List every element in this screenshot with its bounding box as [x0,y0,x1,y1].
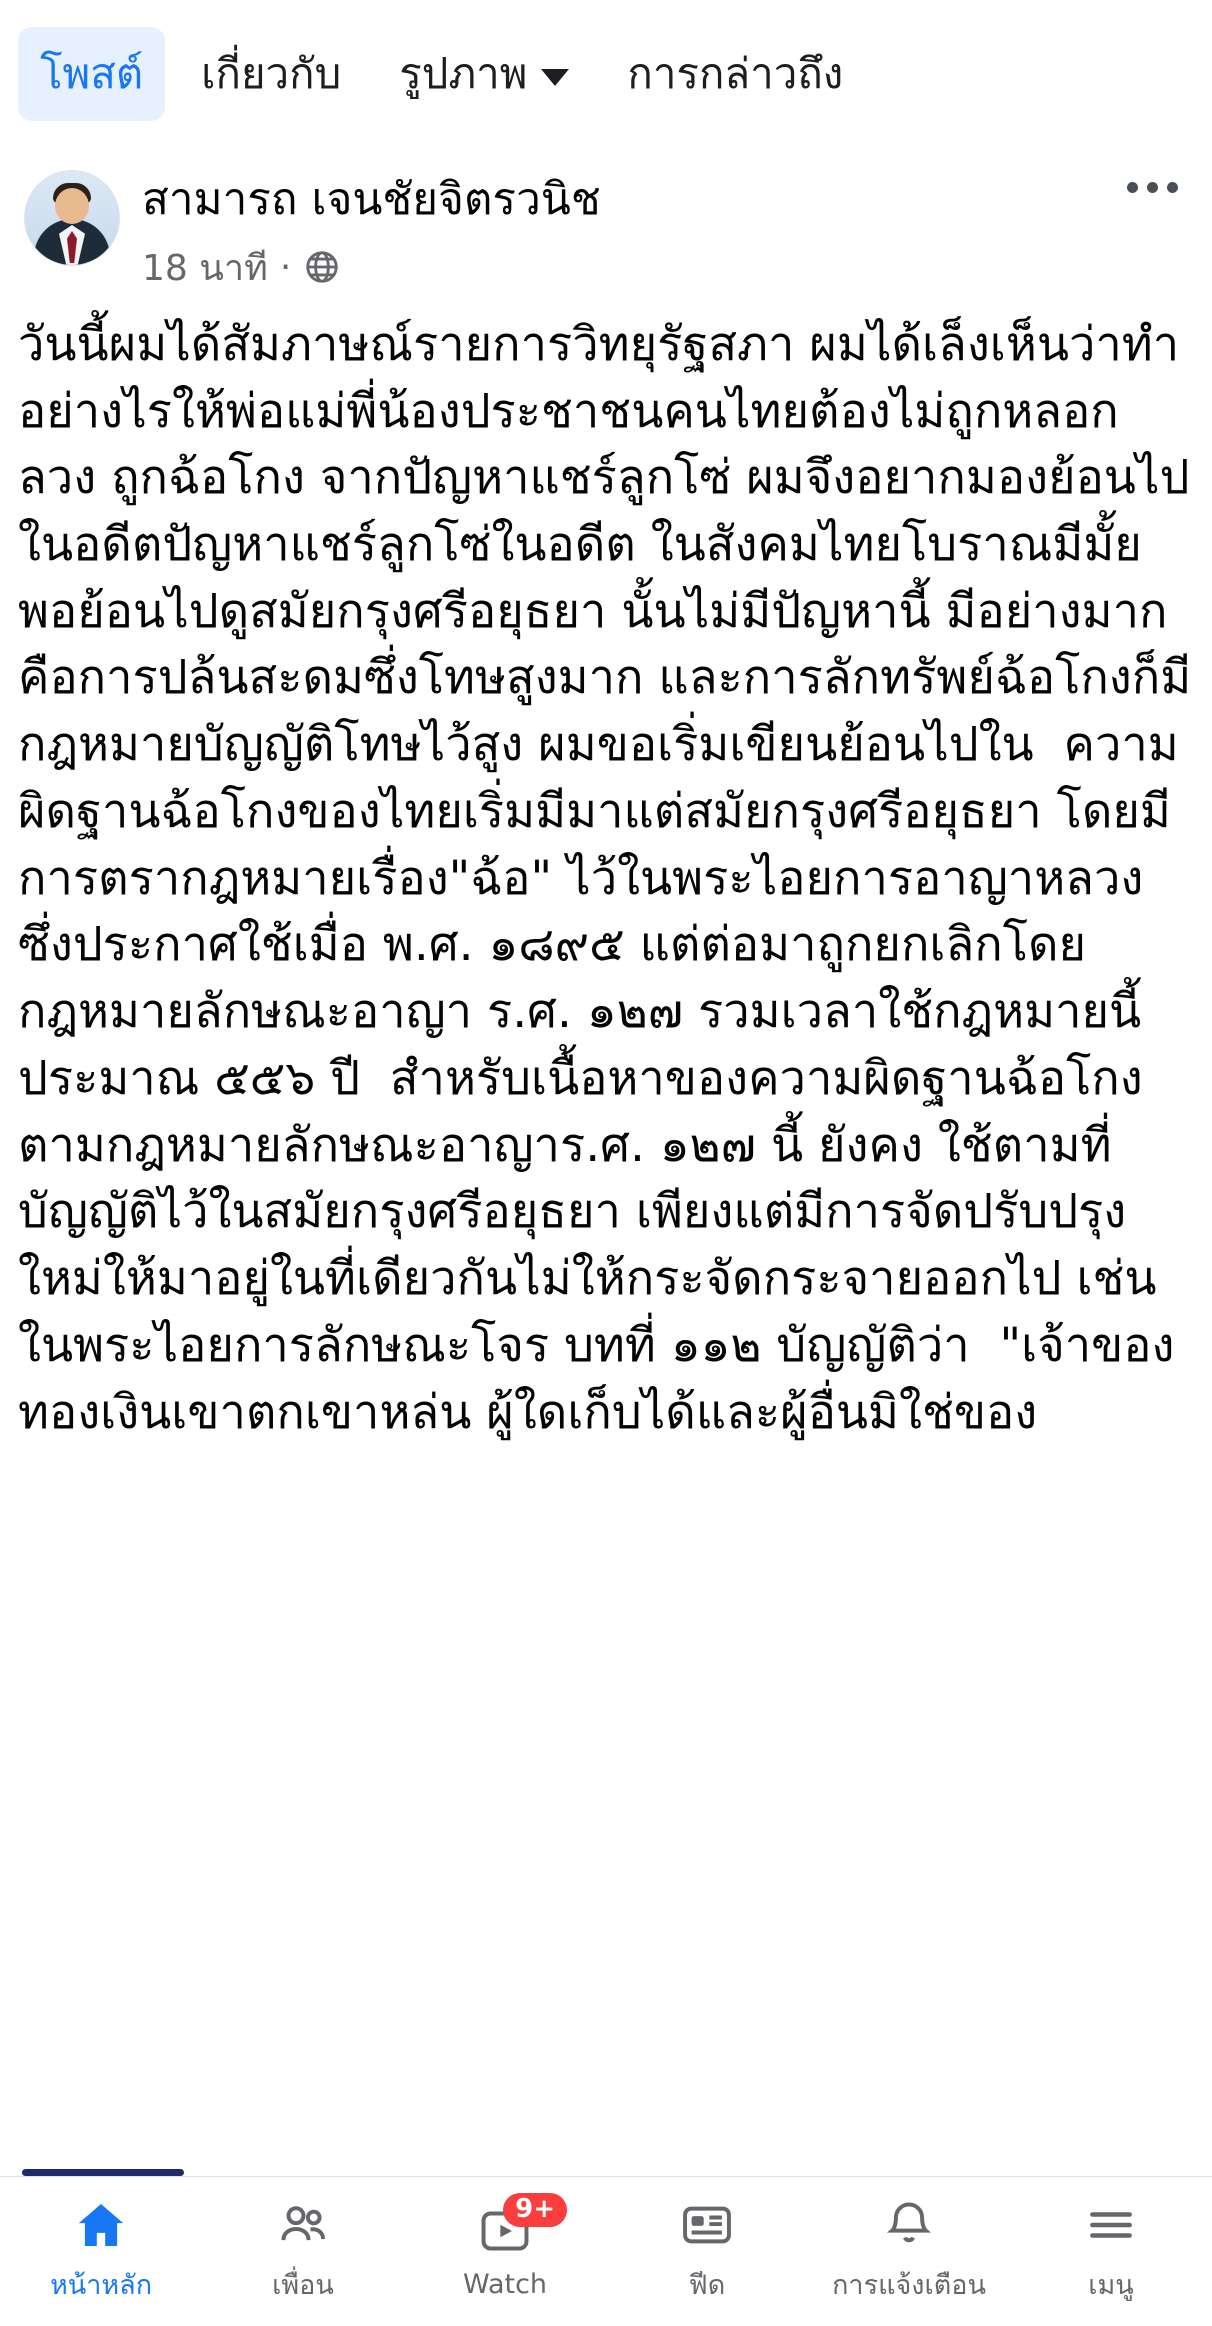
more-options-icon[interactable] [1127,182,1178,193]
tab-posts[interactable] [18,27,165,121]
bell-icon [881,2197,937,2253]
bottom-navigation [0,2176,1212,2326]
profile-tab-bar [0,0,1212,148]
post-text[interactable]: วันนี้ผมได้สัมภาษณ์รายการวิทยุรัฐสภา ผมได้เล็งเห็นว่าทำอย่างไรให้พ่อแม่พี่น้องประชาชนคนไทยต้องไม่ถูกหลอกลวง ถูกฉ้อโกง จากปัญหาแชร์ลูกโซ่ ผมจึงอยากมองย้อนไปในอดีตปัญหาแชร์ลูกโซ่ในอดีต ในสังคมไทยโบราณมีมั้ย พอย้อนไปดูสมัยกรุงศรีอยุธยา นั้นไม่มีปัญหานี้ มีอย่างมากคือการปล้นสะดมซึ่งโทษสูงมาก และการลักทรัพย์ฉ้อโกงก็มีกฎหมายบัญญัติโทษไว้สูง ผมขอเริ่มเขียนย้อนไปใน ความผิดฐานฉ้อโกงของไทยเริ่มมีมาแต่สมัยกรุงศรีอยุธยา โดยมีการตรากฎหมายเรื่อง"ฉ้อ" ไว้ในพระไอยการอาญาหลวง ซึ่งประกาศใช้เมื่อ พ.ศ. ๑๘๙๕ แต่ต่อมาถูกยกเลิกโดยกฎหมายลักษณะอาญา ร.ศ. ๑๒๗ รวมเวลาใช้กฎหมายนี้ประมาณ ๕๕๖ ปี สำหรับเนื้อหาของความผิดฐานฉ้อโกงตามกฎหมายลักษณะอาญาร.ศ. ๑๒๗ นี้ ยังคง ใช้ตามที่บัญญัติไว้ในสมัยกรุงศรีอยุธยา เพียงแต่มีการจัดปรับปรุง ใหม่ให้มาอยู่ในที่เดียวกันไม่ให้กระจัดกระจายออกไป เช่น ในพระไอยการลักษณะโจร บทที่ ๑๑๒ บัญญัติว่า "เจ้าของทองเงินเขาตกเขาหล่น ผู้ใดเก็บได้และผู้อื่นมิใช่ของ [18,316,1192,1440]
tab-about[interactable] [179,27,363,121]
home-indicator [22,2169,184,2176]
nav-item-menu[interactable] [1010,2177,1212,2326]
nav-item-home-label: หน้าหลัก [49,2270,153,2301]
nav-item-notifications-label: การแจ้งเตือน [832,2270,986,2301]
nav-item-watch-label: Watch [462,2269,548,2300]
post-header [0,148,1212,302]
watch-badge: 9+ [503,2193,567,2227]
feed-icon [679,2197,735,2253]
watch-icon [477,2194,555,2259]
home-icon [73,2197,129,2253]
tab-about-label: เกี่ยวกับ [201,49,342,98]
tab-posts-label: โพสต์ [40,49,144,98]
chevron-down-icon [541,69,569,86]
nav-item-watch[interactable] [404,2177,606,2326]
post-meta-separator: · [279,246,292,288]
tab-photos-label: รูปภาพ [399,49,528,98]
nav-item-menu-label: เมนู [1088,2270,1134,2301]
nav-item-feed[interactable] [606,2177,808,2326]
nav-item-home[interactable] [0,2177,202,2326]
menu-icon [1083,2197,1139,2253]
post-timestamp[interactable]: 18 นาที [142,247,268,289]
post-meta [142,239,601,296]
avatar[interactable] [24,170,120,266]
nav-item-friends[interactable] [202,2177,404,2326]
friends-icon [275,2197,331,2253]
tab-mentions-label: การกล่าวถึง [627,49,844,98]
post-author-name[interactable]: สามารถ เจนชัยจิตรวนิช [142,174,601,225]
tab-photos[interactable] [377,27,591,121]
post-author-block [142,170,601,296]
nav-item-notifications[interactable] [808,2177,1010,2326]
nav-item-feed-label: ฟีด [688,2270,726,2301]
nav-item-friends-label: เพื่อน [272,2270,334,2301]
globe-icon[interactable] [303,248,341,286]
tab-mentions[interactable] [605,27,865,121]
